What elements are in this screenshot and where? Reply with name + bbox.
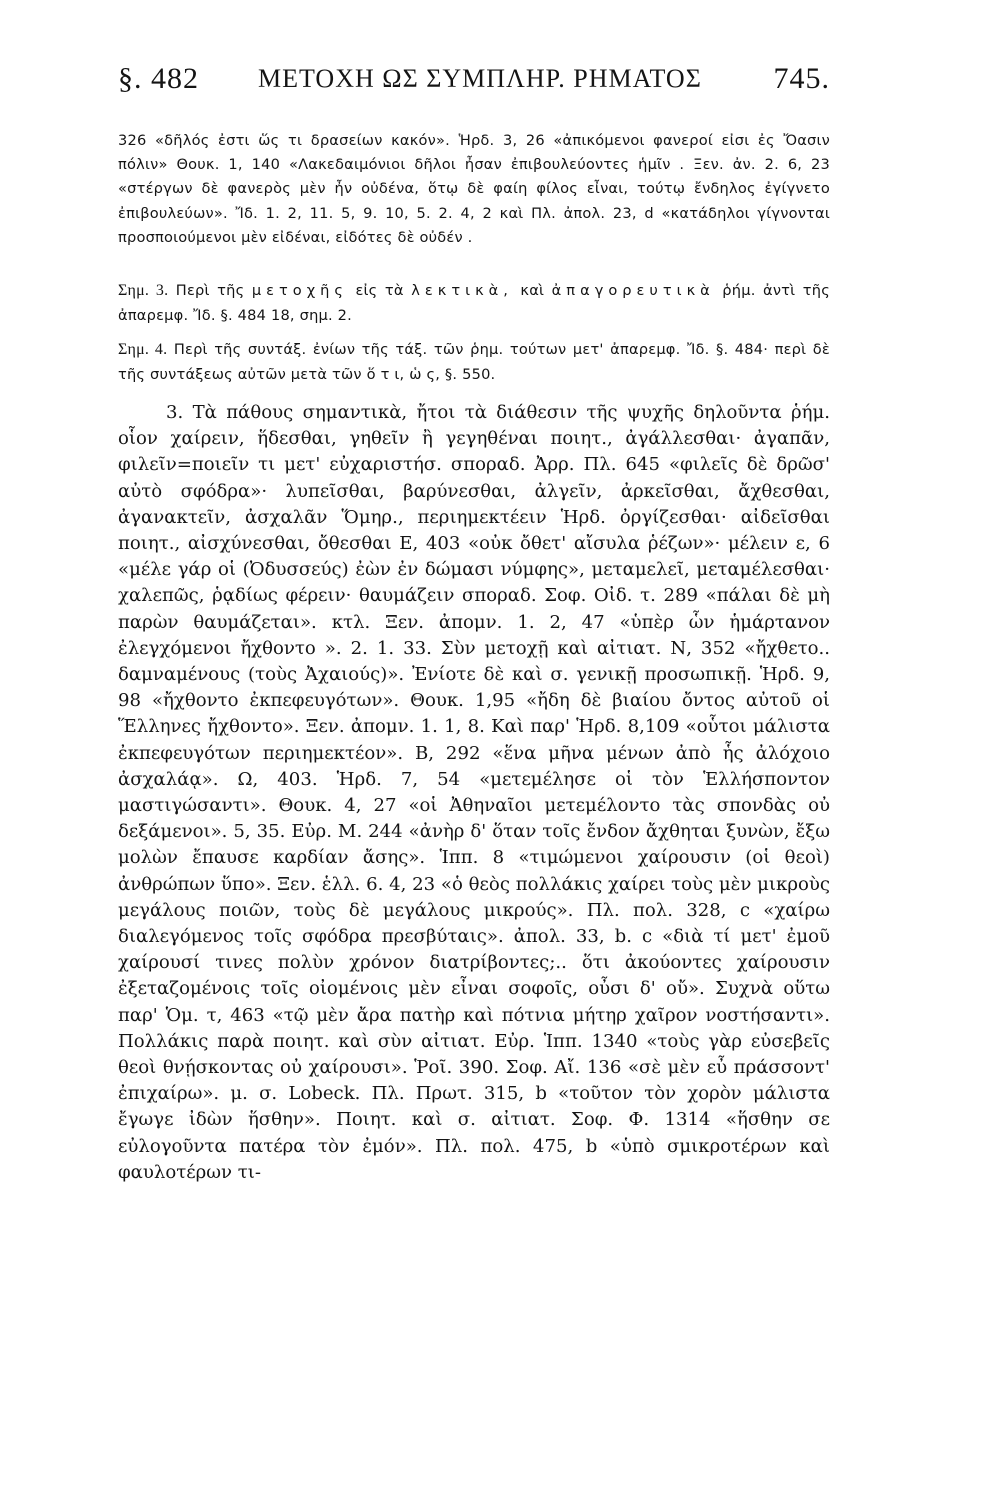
running-title: ΜΕΤΟΧΗ ΩΣ ΣΥΜΠΛΗΡ. ΡΗΜΑΤΟΣ — [258, 64, 702, 93]
main-section-3 — [118, 400, 830, 1186]
note-3-paragraph — [118, 279, 830, 328]
examples-block — [118, 129, 830, 250]
note-3-spaced-c: ἀπαγορευτικὰ — [551, 282, 715, 299]
section-number: §. 482 — [118, 62, 199, 95]
note-3-text-b: εἰς τὰ — [355, 282, 404, 299]
page-number: 745. — [773, 62, 830, 95]
note-3-spaced-b: λεκτικὰ, — [411, 282, 513, 299]
note-4-label: Σημ. 4. — [118, 341, 168, 358]
examples-paragraph: 326 «δῆλός ἐστι ὥς τι δρασείων κακόν». Ἡρδ. 3, 26 «ἀπικόμενοι φανεροί εἰσι ἐς Ὄασιν πόλιν» Θουκ. 1, 140 «Λακεδαιμόνιοι δῆλοι ἦσαν ἐπιβουλεύοντες ἡμῖν . Ξεν. ἀν. 2. 6, 23 «στέργων δὲ φανερὸς μὲν ἦν οὐδένα, ὅτῳ δὲ φαίη φίλος εἶναι, τούτῳ ἔνδηλος ἐγίγνετο ἐπιβουλεύων». Ἴδ. 1. 2, 11. 5, 9. 10, 5. 2. 4, 2 καὶ Πλ. ἀπολ. 23, d «κατάδηλοι γίγνονται προσποιούμενοι μὲν εἰδέναι, εἰδότες δὲ οὐδέν . — [118, 132, 830, 246]
note-3-text-a: Περὶ τῆς — [175, 282, 245, 299]
note-3-label: Σημ. 3. — [118, 282, 169, 299]
note-3-text-c: καὶ — [520, 282, 545, 299]
running-header — [118, 62, 830, 106]
note-4 — [118, 338, 830, 387]
main-paragraph: 3. Τὰ πάθους σημαντικὰ, ἤτοι τὰ διάθεσιν τῆς ψυχῆς δηλοῦντα ῥήμ. οἷον χαίρειν, ἥδεσθαι, γηθεῖν ἢ γεγηθέναι ποιητ., ἀγάλλεσθαι· ἀγαπᾶν, φιλεῖν=ποιεῖν τι μετ' εὐχαριστήσ. σποραδ. Ἀρρ. Πλ. 645 «φιλεῖς δὲ δρῶσ' αὐτὸ σφόδρα»· λυπεῖσθαι, βαρύνεσθαι, ἀλγεῖν, ἀρκεῖσθαι, ἄχθεσθαι, ἀγανακτεῖν, ἀσχαλᾶν Ὅμηρ., περιημεκτέειν Ἡρδ. ὀργίζεσθαι· αἰδεῖσθαι ποιητ., αἰσχύνεσθαι, ὄθεσθαι Ε, 403 «οὐκ ὄθετ' αἴσυλα ῥέζων»· μέλειν ε, 6 «μέλε γάρ οἱ (Ὀδυσσεύς) ἐὼν ἐν δώμασι νύμφης», μεταμελεῖ, μεταμέλεσθαι· χαλεπῶς, ῥᾳδίως φέρειν· θαυμάζειν σποραδ. Σοφ. Οἰδ. τ. 289 «πάλαι δὲ μὴ παρὼν θαυμάζεται». κτλ. Ξεν. ἀπομν. 1. 2, 47 «ὑπὲρ ὧν ἡμάρτανον ἐλεγχόμενοι ἤχθοντο ». 2. 1. 33. Σὺν μετοχῇ καὶ αἰτιατ. Ν, 352 «ἤχθετο.. δαμναμένους (τοὺς Ἀχαιούς)». Ἐνίοτε δὲ καὶ σ. γενικῇ προσωπικῇ. Ἡρδ. 9, 98 «ἤχθοντο ἐκπεφευγότων». Θουκ. 1,95 «ἤδη δὲ βιαίου ὄντος αὐτοῦ οἱ Ἕλληνες ἤχθοντο». Ξεν. ἀπομν. 1. 1, 8. Καὶ παρ' Ἡρδ. 8,109 «οὗτοι μάλιστα ἐκπεφευγότων περιημεκτέον». Β, 292 «ἕνα μῆνα μένων ἀπὸ ἧς ἀλόχοιο ἀσχαλάᾳ». Ω, 403. Ἡρδ. 7, 54 «μετεμέλησε οἱ τὸν Ἑλλήσποντον μαστιγώσαντι». Θουκ. 4, 27 «οἱ Ἀθηναῖοι μετεμέλοντο τὰς σπονδὰς οὐ δεξάμενοι». 5, 35. Εὐρ. Μ. 244 «ἀνὴρ δ' ὅταν τοῖς ἔνδον ἄχθηται ξυνὼν, ἔξω μολὼν ἔπαυσε καρδίαν ἄσης». Ἱππ. 8 «τιμώμενοι χαίρουσιν (οἱ θεοὶ) ἀνθρώπων ὕπο». Ξεν. ἑλλ. 6. 4, 23 «ὁ θεὸς πολλάκις χαίρει τοὺς μὲν μικροὺς μεγάλους ποιῶν, τοὺς δὲ μεγάλους μικρούς». Πλ. πολ. 328, c «χαίρω διαλεγόμενος τοῖς σφόδρα πρεσβύταις». ἀπολ. 33, b. c «διὰ τί μετ' ἐμοῦ χαίρουσί τινες πολὺν χρόνον διατρίβοντες;.. ὅτι ἀκούοντες χαίρουσιν ἐξεταζομένοις τοῖς οἰομένοις μὲν εἶναι σοφοῖς, οὖσι δ' οὔ». Συχνὰ οὕτω παρ' Ὁμ. τ, 463 «τῷ μὲν ἄρα πατὴρ καὶ πότνια μήτηρ χαῖρον νοστήσαντι». Πολλάκις παρὰ ποιητ. καὶ σὺν αἰτιατ. Εὐρ. Ἱππ. 1340 «τοὺς γὰρ εὐσεβεῖς θεοὶ θνῄσκοντας οὐ χαίρουσι». Ῥοῖ. 390. Σοφ. Αἴ. 136 «σὲ μὲν εὖ πράσσοντ' ἐπιχαίρω». μ. σ. Lobeck. Πλ. Πρωτ. 315, b «τοῦτον τὸν χορὸν μάλιστα ἔγωγε ἰδὼν ἥσθην». Ποιητ. καὶ σ. αἰτιατ. Σοφ. Φ. 1314 «ἥσθην σε εὐλογοῦντα πατέρα τὸν ἐμόν». Πλ. πολ. 475, b «ὑπὸ σμικροτέρων καὶ φαυλοτέρων τι- — [118, 402, 830, 1183]
book-page — [118, 0, 830, 1500]
note-3 — [118, 279, 830, 328]
note-4-paragraph — [118, 338, 830, 387]
note-4-text: Περὶ τῆς συντάξ. ἐνίων τῆς τάξ. τῶν ῥημ. τούτων μετ' ἀπαρεμφ. Ἴδ. §. 484· περὶ δὲ τῆς συντάξεως αὐτῶν μετὰ τῶν ὅ τ ι, ὡ ς, §. 550. — [118, 341, 830, 383]
note-3-text-d: ῥήμ. ἀντὶ τῆς ἀπαρεμφ. Ἴδ. §. 484 18, σημ. 2. — [118, 282, 830, 324]
note-3-spaced-a: μετοχῆς — [251, 282, 348, 299]
